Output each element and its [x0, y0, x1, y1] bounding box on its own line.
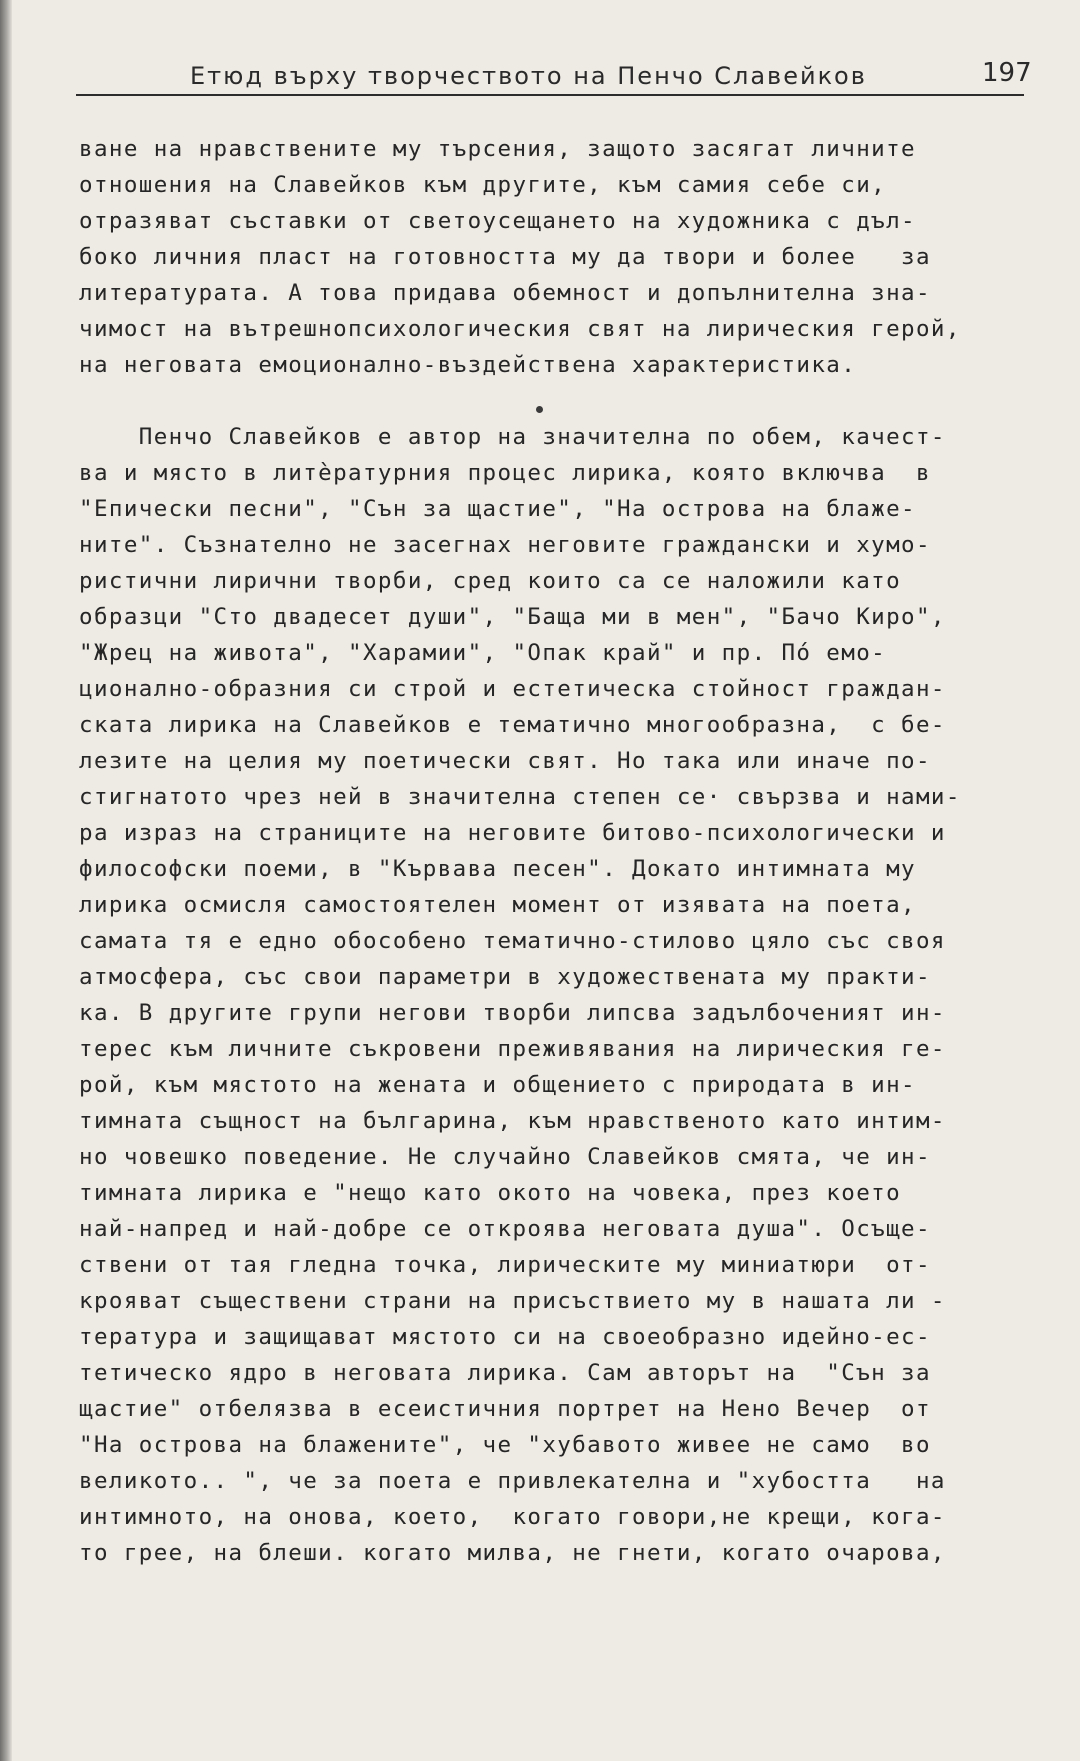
text-line: ните". Съзнателно не засегнах неговите граждански и хумо- [79, 532, 931, 558]
header-rule [76, 94, 1024, 96]
text-line: ристични лирични творби, сред които са се наложили като [79, 568, 902, 594]
text-line: ствени от тая гледна точка, лирическите му миниатюри от- [79, 1252, 931, 1278]
text-line: чимост на вътрешнопсихологическия свят на лирическия герой, [79, 316, 961, 342]
text-line: атмосфера, със свои параметри в художествената му практи- [79, 964, 931, 990]
text-line: тетическо ядро в неговата лирика. Сам авторът на "Сън за [79, 1360, 931, 1386]
text-line: отразяват съставки от светоусещането на художника с дъл- [79, 208, 916, 234]
text-line: ва и място в литèратурния процес лирика, която включва в [79, 460, 931, 486]
text-line: рой, към мястото на жената и общението с природата в ин- [79, 1072, 916, 1098]
text-line: образци "Сто двадесет души", "Баща ми в мен", "Бачо Киро", [79, 604, 946, 630]
text-line: великото.. ", че за поета е привлекателна и "хубостта на [79, 1468, 946, 1494]
body-text [79, 131, 1039, 1571]
text-line: то грее, на блеши. когато милва, не гнети, когато очарова, [79, 1540, 946, 1566]
text-line: крояват съществени страни на присъствието му в нашата ли - [79, 1288, 946, 1314]
text-line: тература и защищават мястото си на своеобразно идейно-ес- [79, 1324, 931, 1350]
text-line: ската лирика на Славейков е тематично многообразна, с бе- [79, 712, 946, 738]
text-line: на неговата емоционално-въздействена характеристика. [79, 352, 857, 378]
text-line: лирика осмисля самостоятелен момент от изявата на поета, [79, 892, 916, 918]
text-line: интимното, на онова, което, когато говори,не крещи, кога- [79, 1504, 946, 1530]
page-number: 197 [982, 58, 1032, 88]
blank-line [79, 383, 1039, 419]
text-line: ционално-образния си строй и естетическа стойност граждан- [79, 676, 946, 702]
text-line: стигнатото чрез ней в значителна степен се· свързва и нами- [79, 784, 961, 810]
text-line: "На острова на блажените", че "хубавото живее не само во [79, 1432, 931, 1458]
text-line: отношения на Славейков към другите, към самия себе си, [79, 172, 887, 198]
text-line: тимната същност на българина, към нравственото като интим- [79, 1108, 946, 1134]
text-line: най-напред и най-добре се откроява неговата душа". Осъще- [79, 1216, 931, 1242]
text-line: "Епически песни", "Сън за щастие", "На острова на блаже- [79, 496, 916, 522]
text-line: философски поеми, в "Кървава песен". Докато интимната му [79, 856, 916, 882]
text-line: Пенчо Славейков е автор на значителна по обем, качест- [79, 424, 946, 450]
text-line: терес към личните съкровени преживявания на лирическия ге- [79, 1036, 946, 1062]
text-line: ване на нравствените му търсения, защото засягат личните [79, 136, 916, 162]
text-line: щастие" отбелязва в есеистичния портрет на Нено Вечер от [79, 1396, 931, 1422]
text-line: "Жрец на живота", "Харамии", "Опак край" и пр. Пó емо- [79, 640, 887, 666]
text-line: ра израз на страниците на неговите битово-психологически и [79, 820, 946, 846]
text-line: но човешко поведение. Не случайно Славейков смята, че ин- [79, 1144, 931, 1170]
text-line: литературата. А това придава обемност и допълнителна зна- [79, 280, 931, 306]
text-line: ка. В другите групи негови творби липсва задълбоченият ин- [79, 1000, 946, 1026]
text-line: лезите на целия му поетически свят. Но така или иначе по- [79, 748, 931, 774]
text-line: тимната лирика е "нещо като окото на човека, през което [79, 1180, 902, 1206]
text-line: боко личния пласт на готовността му да твори и более за [79, 244, 931, 270]
text-line: самата тя е едно обособено тематично-стилово цяло със своя [79, 928, 946, 954]
running-title: Етюд върху творчеството на Пенчо Славейков [190, 62, 867, 90]
